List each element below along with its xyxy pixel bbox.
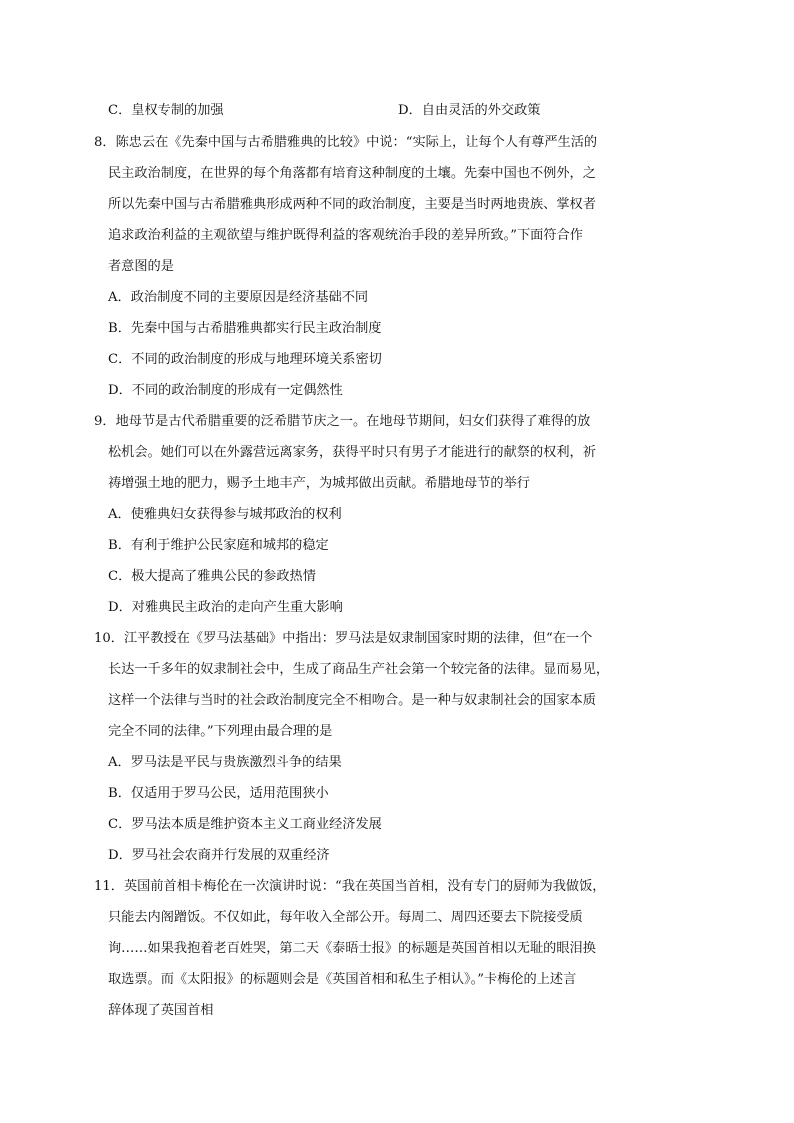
q8-stem-line: 者意图的是 <box>108 259 174 274</box>
q9-option-d: D．对雅典民主政治的走向产生重大影响 <box>108 600 343 615</box>
q9-option-b: B．有利于维护公民家庭和城邦的稳定 <box>108 538 329 553</box>
q8-option-b: B．先秦中国与古希腊雅典都实行民主政治制度 <box>108 321 382 336</box>
q8-stem-line: 8．陈忠云在《先秦中国与古希腊雅典的比较》中说：“实际上，让每个人有尊严生活的 <box>94 135 598 150</box>
q7-option-c: C．皇权专制的加强 <box>108 103 224 118</box>
q9-stem-line: 9．地母节是古代希腊重要的泛希腊节庆之一。在地母节期间，妇女们获得了难得的放 <box>94 414 591 429</box>
q8-stem-line: 民主政治制度，在世界的每个角落都有培育这种制度的土壤。先秦中国也不例外，之 <box>108 166 596 181</box>
q10-stem-line: 完全不同的法律。”下列理由最合理的是 <box>108 724 333 739</box>
q9-stem-line: 松机会。她们可以在外露营远离家务，获得平时只有男子才能进行的献祭的权利，祈 <box>108 445 596 460</box>
q10-stem-line: 这样一个法律与当时的社会政治制度完全不相吻合。是一种与奴隶制社会的国家本质 <box>108 693 596 708</box>
q10-stem-line: 10．江平教授在《罗马法基础》中指出：罗马法是奴隶制国家时期的法律，但“在一个 <box>94 631 593 646</box>
q11-stem-line: 取选票。而《太阳报》的标题则会是《英国首相和私生子相认》。”卡梅伦的上述言 <box>108 972 577 987</box>
q11-stem-line: 辞体现了英国首相 <box>108 1003 214 1018</box>
q10-stem-line: 长达一千多年的奴隶制社会中，生成了商品生产社会第一个较完备的法律。显而易见， <box>108 662 610 677</box>
q8-option-c: C．不同的政治制度的形成与地理环境关系密切 <box>108 352 382 367</box>
q10-option-a: A．罗马法是平民与贵族激烈斗争的结果 <box>108 755 342 770</box>
q8-stem-line: 所以先秦中国与古希腊雅典形成两种不同的政治制度，主要是当时两地贵族、掌权者 <box>108 197 596 212</box>
q8-stem-line: 追求政治利益的主观欲望与维护既得利益的客观统治手段的差异所致。”下面符合作 <box>108 228 583 243</box>
q9-option-c: C．极大提高了雅典公民的参政热情 <box>108 569 316 584</box>
q8-option-d: D．不同的政治制度的形成有一定偶然性 <box>108 383 343 398</box>
q10-option-c: C．罗马法本质是维护资本主义工商业经济发展 <box>108 817 382 832</box>
q11-stem-line: 询……如果我抱着老百姓哭，第二天《泰晤士报》的标题是英国首相以无耻的眼泪换 <box>108 941 596 956</box>
q11-stem-line: 只能去内阁蹭饭。不仅如此，每年收入全部公开。每周二、周四还要去下院接受质 <box>108 910 583 925</box>
q7-option-d: D．自由灵活的外交政策 <box>398 103 541 118</box>
q9-stem-line: 祷增强土地的肥力，赐予土地丰产，为城邦做出贡献。希腊地母节的举行 <box>108 476 530 491</box>
q11-stem-line: 11．英国前首相卡梅伦在一次演讲时说：“我在英国当首相，没有专门的厨师为我做饭， <box>94 879 606 894</box>
q9-option-a: A．使雅典妇女获得参与城邦政治的权利 <box>108 507 342 522</box>
q8-option-a: A．政治制度不同的主要原因是经济基础不同 <box>108 290 369 305</box>
q10-option-d: D．罗马社会农商并行发展的双重经济 <box>108 848 330 863</box>
q10-option-b: B．仅适用于罗马公民，适用范围狭小 <box>108 786 329 801</box>
